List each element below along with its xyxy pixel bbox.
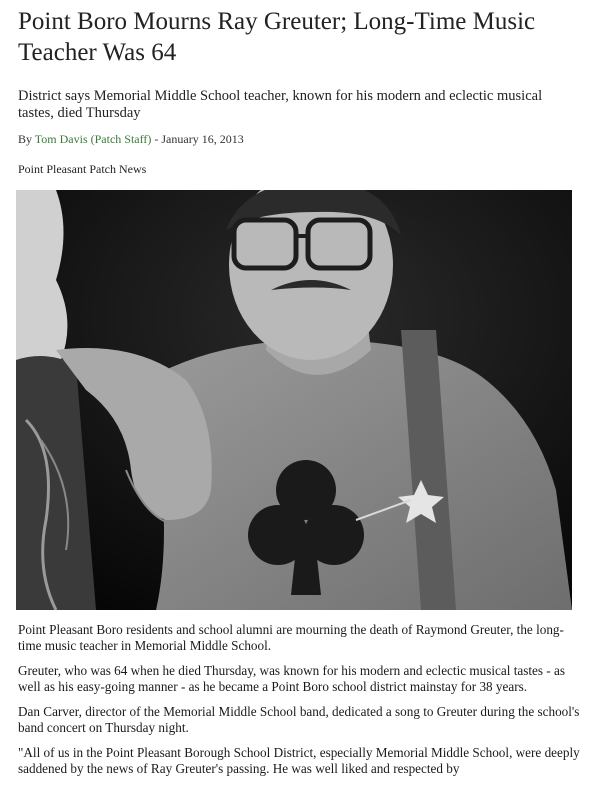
article-title: Point Boro Mourns Ray Greuter; Long-Time Music Teacher Was 64 xyxy=(18,8,536,66)
article-subtitle: District says Memorial Middle School teacher, known for his modern and eclectic musical tastes, died Thursday xyxy=(18,88,543,121)
article-body xyxy=(18,622,586,786)
paragraph: Greuter, who was 64 when he died Thursday, was known for his modern and eclectic musical tastes - as well as his easy-going manner - as he became a Point Boro school district mainstay for 38 years. xyxy=(18,663,565,694)
article-date: January 16, 2013 xyxy=(161,132,244,146)
author-link[interactable]: Tom Davis (Patch Staff) xyxy=(34,132,152,146)
portrait-photo xyxy=(16,190,572,610)
source-label: Point Pleasant Patch News xyxy=(18,162,147,176)
byline-prefix: By xyxy=(18,132,35,146)
byline xyxy=(18,132,244,147)
paragraph: "All of us in the Point Pleasant Borough School District, especially Memorial Middle School, were deeply saddened by the news of Ray Greuter's passing. He was well liked and respected by xyxy=(18,745,580,776)
date-separator: - xyxy=(151,132,162,146)
portrait-illustration xyxy=(16,190,572,610)
paragraph: Dan Carver, director of the Memorial Middle School band, dedicated a song to Greuter during the school's band concert on Thursday night. xyxy=(18,704,580,735)
paragraph: Point Pleasant Boro residents and school alumni are mourning the death of Raymond Greuter, the long-time music teacher in Memorial Middle School. xyxy=(18,622,564,653)
